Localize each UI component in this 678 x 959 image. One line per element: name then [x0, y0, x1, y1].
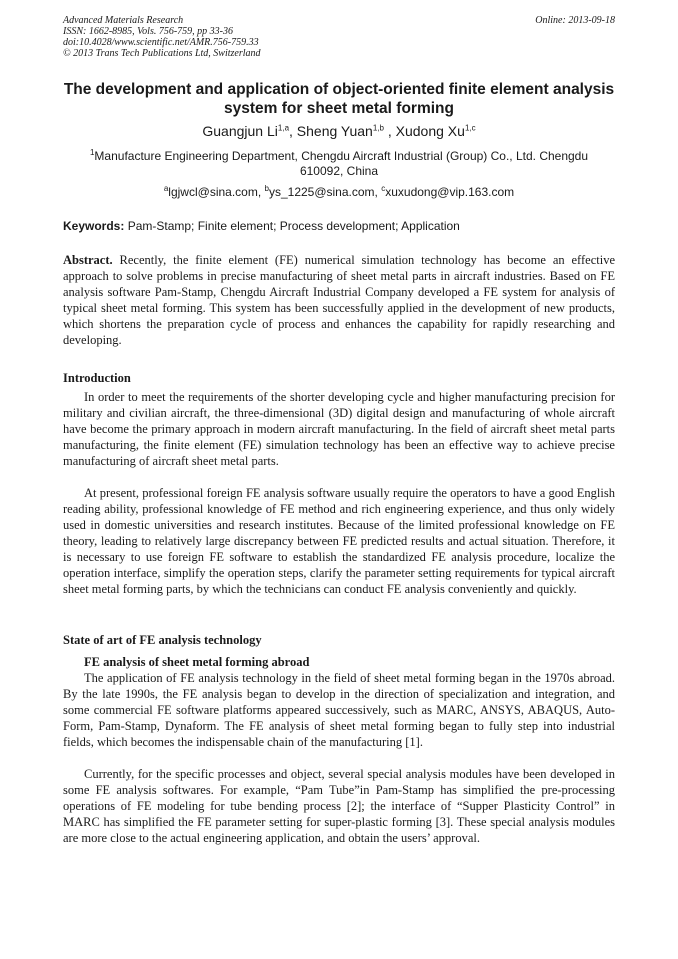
author-name: Guangjun Li [202, 123, 278, 139]
author-name: Xudong Xu [395, 123, 465, 139]
email-address: xuxudong@vip.163.com [385, 185, 515, 199]
abstract-text: Recently, the finite element (FE) numerical simulation technology has become an effective approach to solve problems in precise manufacturing of sheet metal parts in aircraft industries. Based on FE analysis software Pam-Stamp, Chengdu Aircraft Industrial Company developed a FE system for analysis of typical sheet metal forming. This system has been successfully applied in the development of new products, which shortens the preparation cycle of process and enhances the capability for rapidly researching and developing. [63, 253, 615, 347]
state-of-art-heading: State of art of FE analysis technology [63, 633, 262, 647]
email-mark: a [163, 184, 169, 193]
author-affiliation-mark: 1,c [464, 123, 476, 133]
paper-title: The development and application of object-oriented finite element analysis system for sheet metal forming [63, 81, 615, 117]
issn-line: ISSN: 1662-8985, Vols. 756-759, pp 33-36 [63, 26, 233, 37]
abroad-subheading: FE analysis of sheet metal forming abroad [84, 655, 310, 669]
online-date: Online: 2013-09-18 [535, 15, 615, 26]
author-separator: , [383, 123, 396, 139]
doi-line: doi:10.4028/www.scientific.net/AMR.756-759.33 [63, 37, 259, 48]
affiliation-text: Manufacture Engineering Department, Chengdu Aircraft Industrial (Group) Co., Ltd. Chengdu 610092, China [94, 149, 589, 178]
abstract [63, 252, 615, 348]
author-list [63, 122, 615, 140]
email-address: ys_1225@sina.com [268, 185, 375, 199]
journal-header [63, 15, 615, 59]
email-mark: c [381, 184, 386, 193]
keywords-text: Pam-Stamp; Finite element; Process development; Application [124, 219, 460, 233]
email-address: lgjwcl@sina.com [168, 185, 258, 199]
keywords [63, 219, 615, 234]
state-of-art-paragraph-2: Currently, for the specific processes and object, several special analysis modules have been developed in some FE analysis softwares. For example, “Pam Tube”in Pam-Stamp has simplified the pre-processing operations of FE modeling for tube bending process [2]; the interface of “Supper Plasticity Control” in MARC has simplified the FE parameter setting for super-plastic forming [3]. These special analysis modules are more close to the actual engineering application, and obtain the users’ approval. [63, 767, 615, 845]
author-affiliation-mark: 1,a [277, 123, 290, 133]
author-separator: , [289, 123, 297, 139]
journal-name: Advanced Materials Research [63, 15, 184, 26]
email-separator: , [374, 185, 382, 199]
author-name: Sheng Yuan [296, 123, 373, 139]
state-of-art-paragraph-1: The application of FE analysis technology in the field of sheet metal forming began in the 1970s abroad. By the late 1990s, the FE analysis began to develop in the direction of specialization and integration, and some commercial FE software platforms appeared successively, such as MARC, ANSYS, ABAQUS, Auto-Form, Pam-Stamp, Dynaform. The FE analysis of sheet metal forming began to fully step into industrial fields, which becomes the indispensable chain of the manufacturing [1]. [63, 671, 615, 749]
affiliation [70, 149, 608, 179]
introduction-heading: Introduction [63, 371, 131, 385]
affiliation-mark: 1 [89, 148, 95, 157]
email-mark: b [264, 184, 269, 193]
copyright-line: © 2013 Trans Tech Publications Ltd, Switzerland [63, 48, 261, 59]
author-affiliation-mark: 1,b [372, 123, 384, 133]
author-emails [63, 185, 615, 200]
abstract-label: Abstract. [63, 253, 113, 267]
introduction-paragraph-2: At present, professional foreign FE analysis software usually require the operators to have a good English reading ability, professional knowledge of FE method and rich engineering experience, and thus only widely used in domestic universities and research institutes. Because of the limited professional knowledge on FE theory, leading to relatively large discrepancy between FE predicted results and actual situation. Therefore, it is necessary to use foreign FE software to establish the standardized FE analysis procedure, localize the operation interface, simplify the operation steps, clarify the parameter setting requirements for typical aircraft sheet metal forming parts, by which the technicians can conduct FE analysis conveniently and quickly. [63, 486, 615, 596]
introduction-paragraph-1: In order to meet the requirements of the shorter developing cycle and higher manufacturing precision for military and civilian aircraft, the three-dimensional (3D) digital design and manufacturing of whole aircraft have become the primary approach in modern aircraft manufacturing. In the field of aircraft sheet metal parts manufacturing, the finite element (FE) simulation technology has been an effective way to achieve precise manufacturing of aircraft sheet metal parts. [63, 390, 615, 468]
email-separator: , [257, 185, 265, 199]
keywords-label: Keywords: [63, 219, 125, 233]
